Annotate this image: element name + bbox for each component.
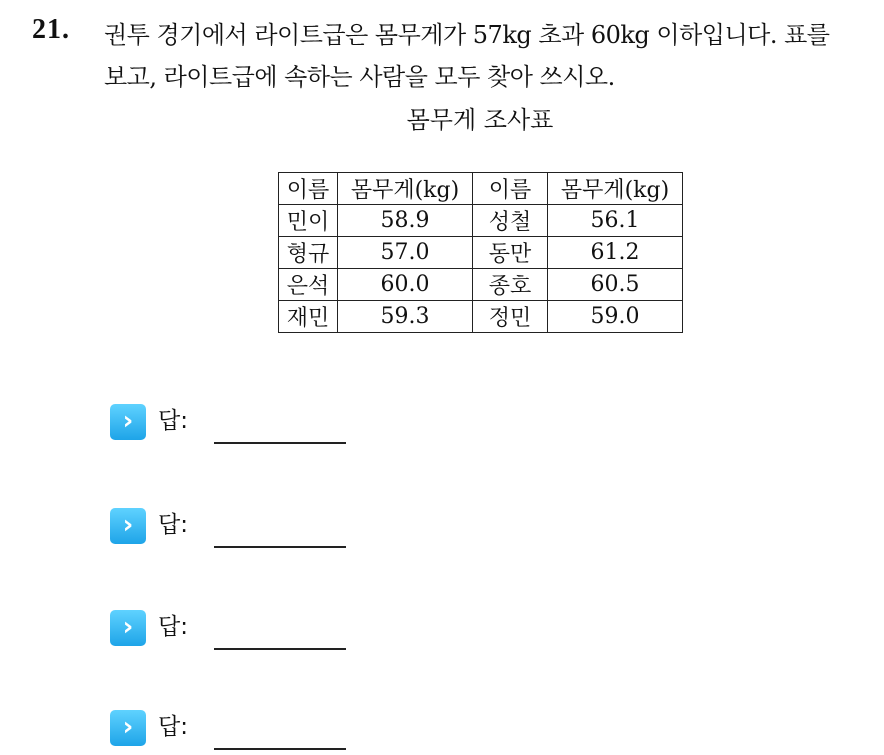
question-number: 21. [32,14,70,45]
table-title: 몸무게 조사표 [406,106,554,134]
answer-blank[interactable] [214,546,346,548]
table-cell: 은석 [279,269,338,301]
header-name-2: 이름 [473,173,548,205]
question-text [104,14,874,98]
table-cell: 민이 [279,205,338,237]
table-cell: 재민 [279,301,338,333]
table-cell: 정민 [473,301,548,333]
table-cell: 56.1 [548,205,683,237]
weight-table [278,172,683,333]
question-line-2: 보고, 라이트급에 속하는 사람을 모두 찾아 쓰시오. [104,63,615,91]
header-weight-1: 몸무게(kg) [338,173,473,205]
table-cell: 성철 [473,205,548,237]
header-name-1: 이름 [279,173,338,205]
table-header-row [279,173,683,205]
answer-label: 답: [158,614,188,640]
table-cell: 동만 [473,237,548,269]
table-cell: 59.0 [548,301,683,333]
header-weight-2: 몸무게(kg) [548,173,683,205]
chevron-right-icon: › [110,508,146,544]
table-row [279,301,683,333]
answer-blank[interactable] [214,442,346,444]
answer-label: 답: [158,714,188,740]
table-cell: 60.0 [338,269,473,301]
question-line-1: 권투 경기에서 라이트급은 몸무게가 57kg 초과 60kg 이하입니다. 표를 [104,21,830,49]
answer-label: 답: [158,512,188,538]
table-cell: 59.3 [338,301,473,333]
table-cell: 형규 [279,237,338,269]
table-cell: 58.9 [338,205,473,237]
table-cell: 57.0 [338,237,473,269]
answer-label: 답: [158,408,188,434]
table-row [279,237,683,269]
answer-blank[interactable] [214,648,346,650]
chevron-right-icon: › [110,710,146,746]
chevron-right-icon: › [110,610,146,646]
table-row [279,205,683,237]
answer-blank[interactable] [214,748,346,750]
table-cell: 60.5 [548,269,683,301]
table-cell: 61.2 [548,237,683,269]
table-cell: 종호 [473,269,548,301]
table-row [279,269,683,301]
chevron-right-icon: › [110,404,146,440]
